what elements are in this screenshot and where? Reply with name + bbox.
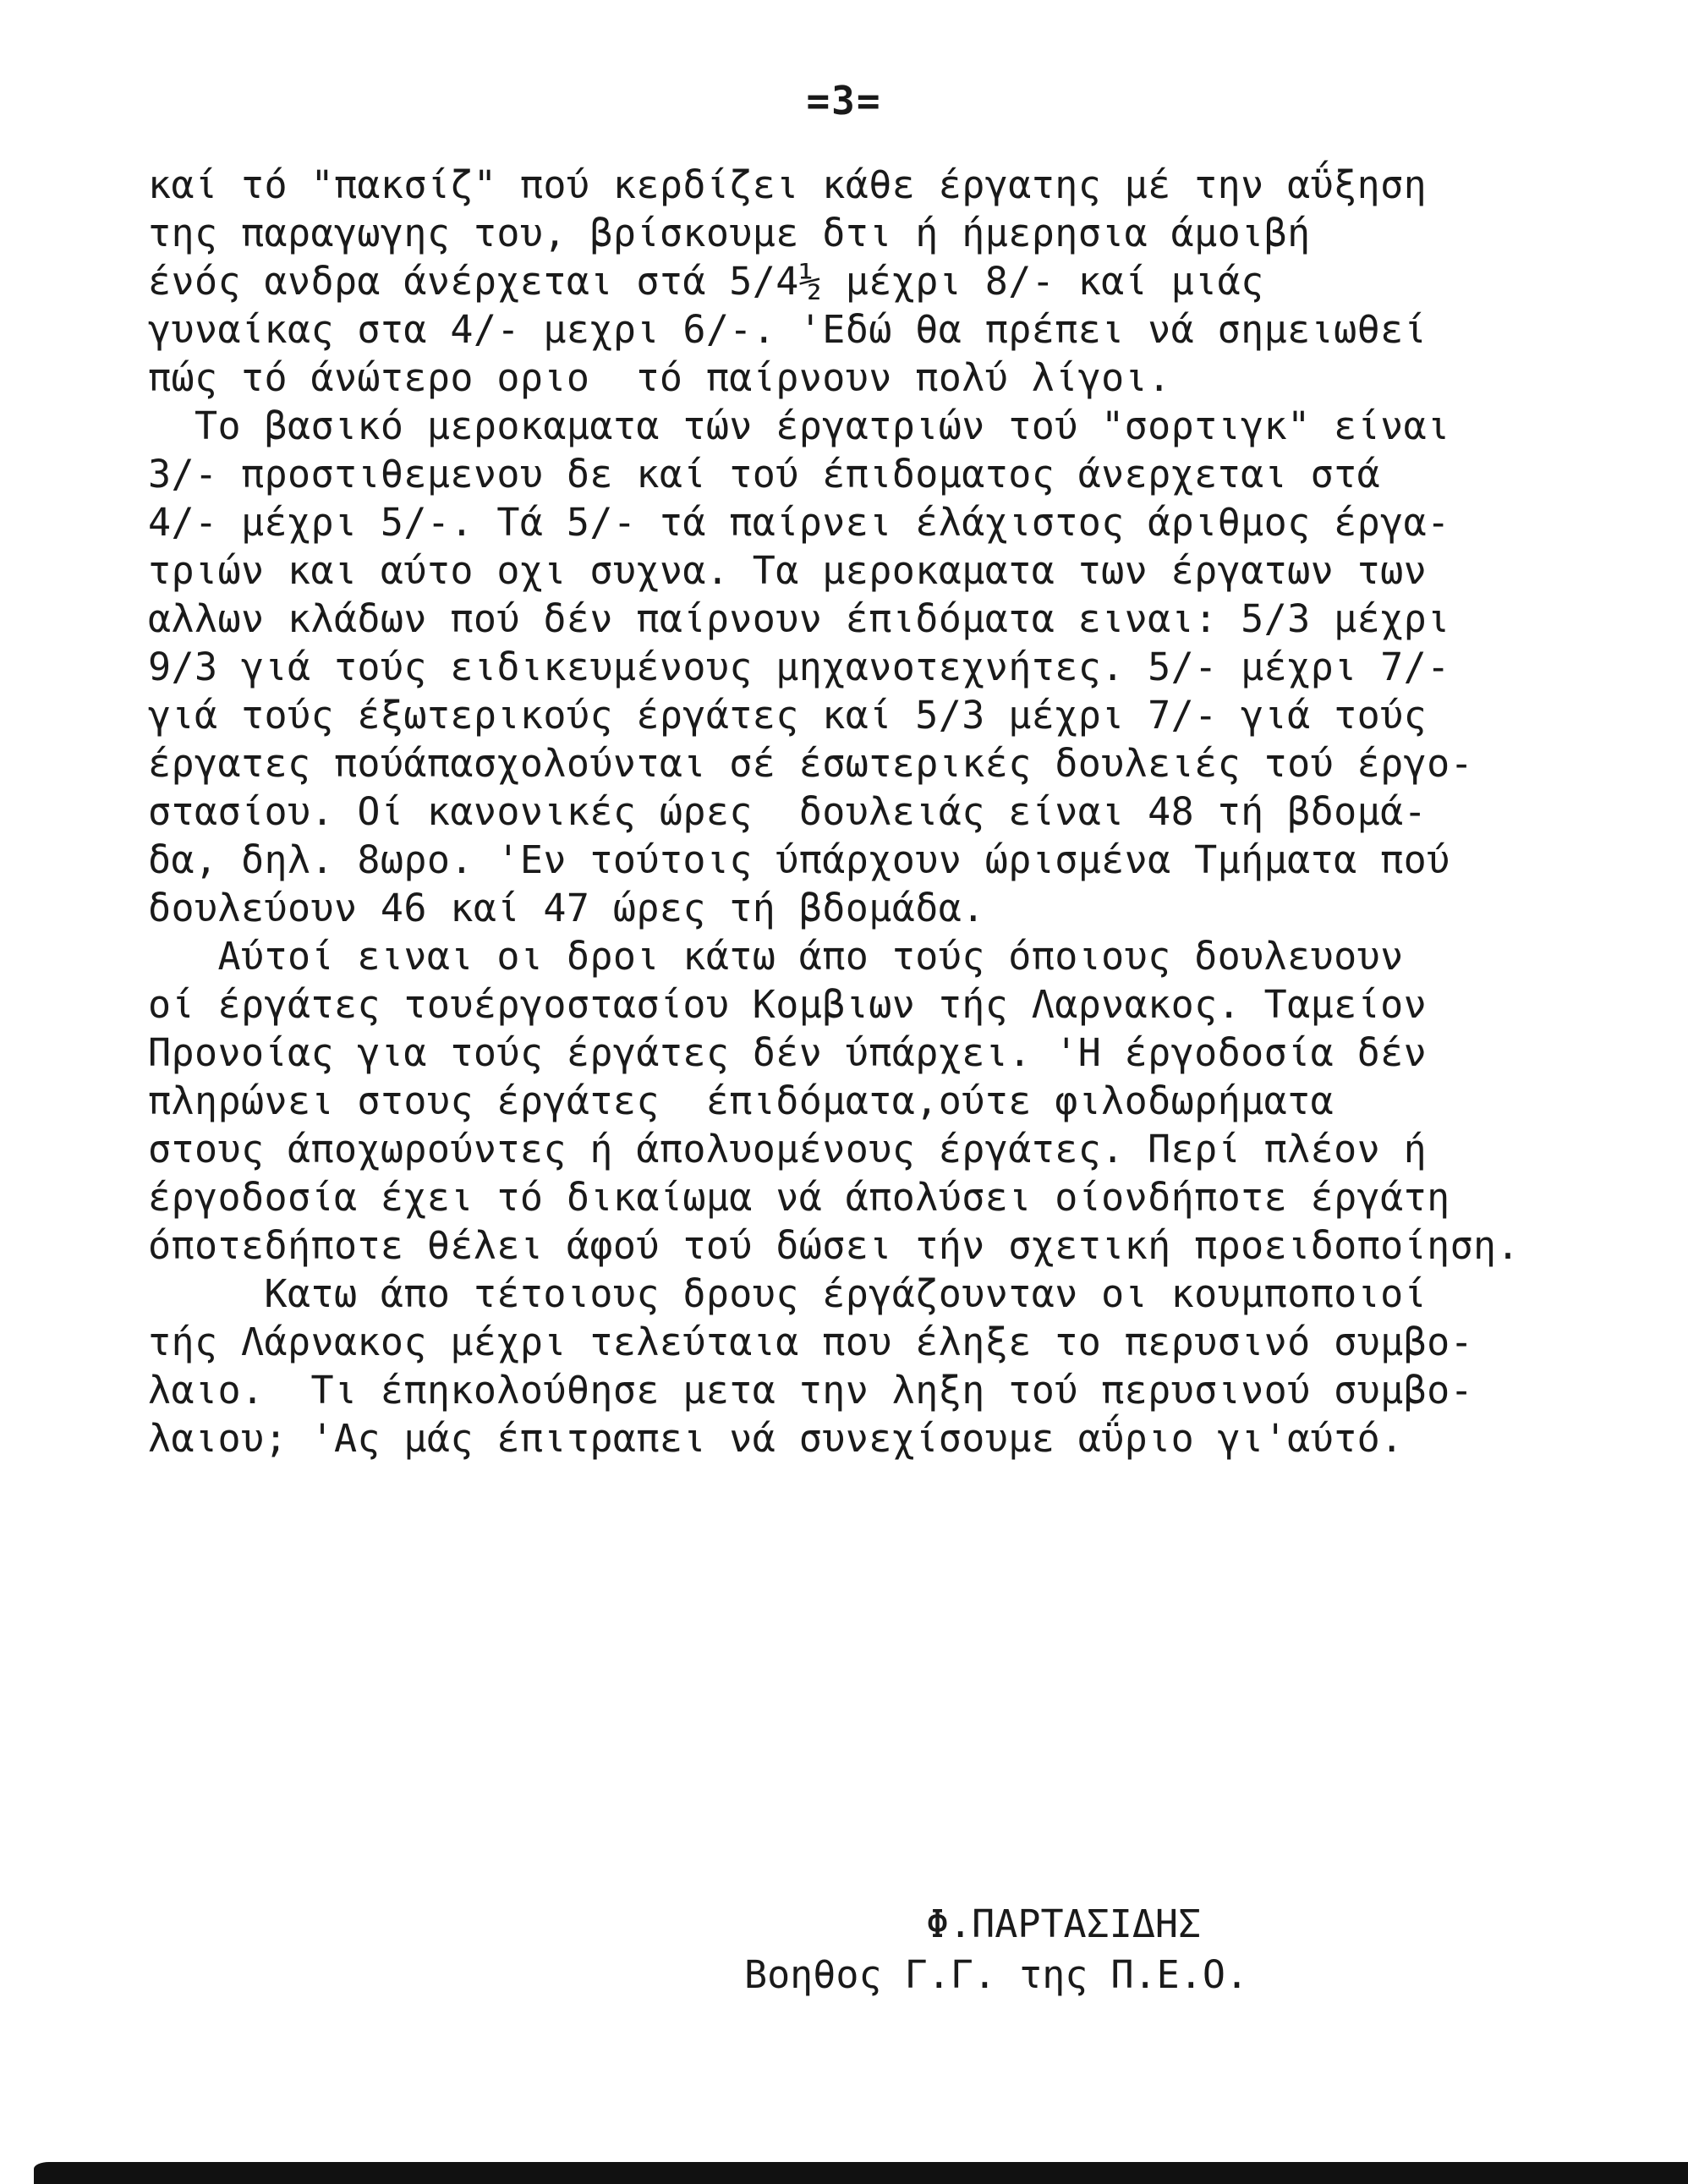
text-line: έργοδοσία έχει τό δικαίωμα νά άπολύσει οίονδήποτε έργάτη [148,1175,1450,1220]
text-line: οί έργάτες τουέργοστασίου Κομβιων τής Λαρνακος. Ταμείον [148,982,1428,1027]
signature-name: Φ.ΠΑΡΤΑΣΙΔΗΣ [926,1901,1202,1946]
text-line: 3/- προστιθεμενου δε καί τού έπιδοματος άνερχεται στά [148,452,1381,497]
page-number: =3= [806,78,882,123]
text-line: τριών και αύτο οχι συχνα. Τα μεροκαματα των έργατων των [148,548,1428,593]
text-line: αλλων κλάδων πού δέν παίρνουν έπιδόματα ειναι: 5/3 μέχρι [148,596,1450,641]
document-body [148,161,1670,1462]
text-line: Αύτοί ειναι οι δροι κάτω άπο τούς όποιους δουλευουν [148,934,1404,979]
signature-title: Βοηθος Γ.Γ. της Π.Ε.Ο. [744,1952,1249,1997]
text-line: ένός ανδρα άνέρχεται στά 5/4½ μέχρι 8/- καί μιάς [148,259,1264,304]
text-line: δα, δηλ. 8ωρο. 'Εν τούτοις ύπάρχουν ώρισμένα Τμήματα πού [148,837,1450,882]
text-line: γυναίκας στα 4/- μεχρι 6/-. 'Εδώ θα πρέπει νά σημειωθεί [148,307,1428,352]
text-line: Το βασικό μεροκαματα τών έργατριών τού "σορτιγκ" είναι [148,403,1450,448]
text-line: Προνοίας για τούς έργάτες δέν ύπάρχει. 'Η έργοδοσία δέν [148,1030,1428,1075]
text-line: τής Λάρνακος μέχρι τελεύταια που έληξε το περυσινό συμβο- [148,1320,1474,1364]
text-line: έργατες πούάπασχολούνται σέ έσωτερικές δουλειές τού έργο- [148,741,1474,786]
text-line: 4/- μέχρι 5/-. Τά 5/- τά παίρνει έλάχιστος άριθμος έργα- [148,500,1450,545]
text-line: πληρώνει στους έργάτες έπιδόματα,ούτε φιλοδωρήματα [148,1078,1335,1123]
text-line: καί τό "πακσίζ" πού κερδίζει κάθε έργατης μέ την αΰξηση [148,162,1428,207]
text-line: στασίου. Οί κανονικές ώρες δουλειάς είναι 48 τή βδομά- [148,789,1428,834]
text-line: στους άποχωρούντες ή άπολυομένους έργάτες. Περί πλέον ή [148,1127,1428,1172]
text-line: της παραγωγης του, βρίσκουμε δτι ή ήμερησια άμοιβή [148,211,1311,255]
text-line: Κατω άπο τέτοιους δρους έργάζουνταν οι κουμποποιοί [148,1271,1428,1316]
bottom-border-rule [34,2162,1688,2184]
text-line: δουλεύουν 46 καί 47 ώρες τή βδομάδα. [148,886,985,930]
text-line: λαιου; 'Ας μάς έπιτραπει νά συνεχίσουμε αΰριο γι'αύτό. [148,1416,1404,1461]
text-line: 9/3 γιά τούς ειδικευμένους μηχανοτεχνήτες. 5/- μέχρι 7/- [148,645,1450,689]
text-line: λαιο. Τι έπηκολούθησε μετα την ληξη τού περυσινού συμβο- [148,1368,1474,1413]
text-line: όποτεδήποτε θέλει άφού τού δώσει τήν σχετική προειδοποίηση. [148,1223,1521,1268]
text-line: πώς τό άνώτερο οριο τό παίρνουν πολύ λίγοι. [148,355,1171,400]
text-line: γιά τούς έξωτερικούς έργάτες καί 5/3 μέχρι 7/- γιά τούς [148,693,1428,738]
